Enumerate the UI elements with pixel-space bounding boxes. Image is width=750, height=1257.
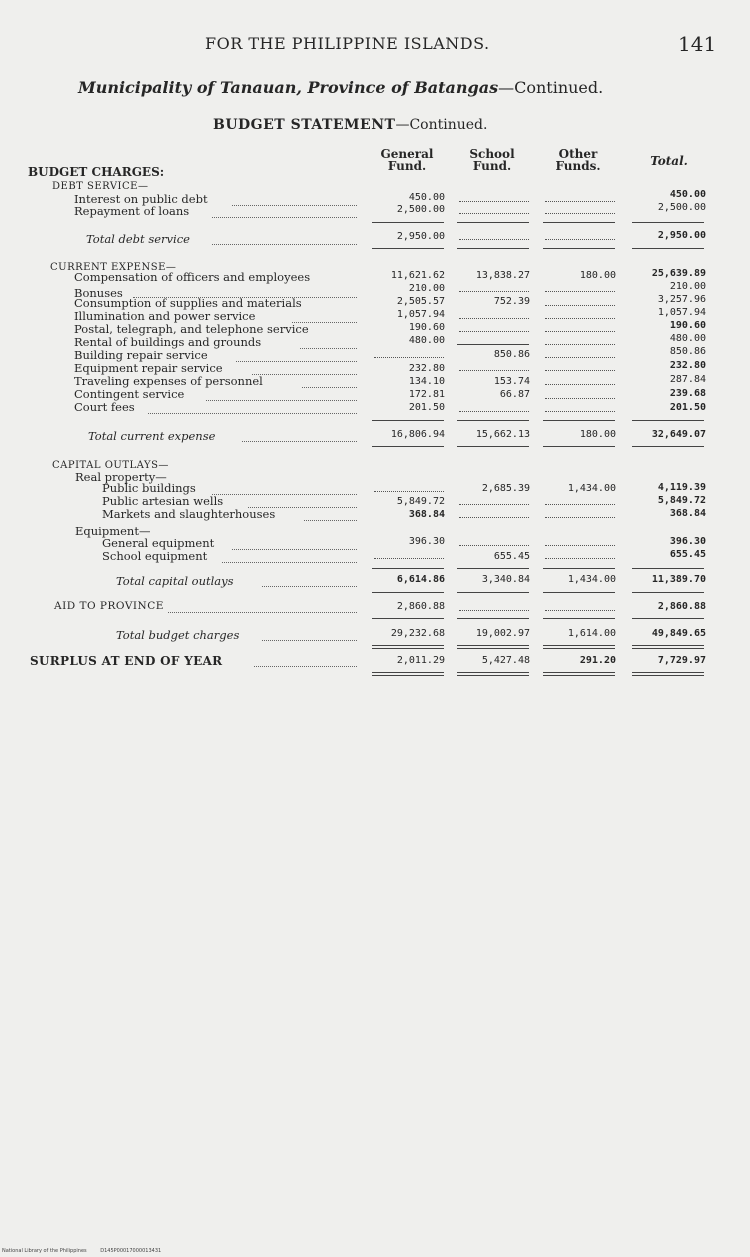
column-double-rule [457, 672, 529, 676]
cell-total: 2,500.00 [657, 202, 706, 213]
empty-cell-dash [459, 331, 529, 332]
cell-total: 7,729.97 [657, 655, 706, 666]
cell-total: 2,950.00 [657, 230, 706, 241]
row-label-artesian-wells: Public artesian wells [102, 494, 224, 508]
empty-cell-dash [459, 517, 529, 518]
column-rule [543, 618, 615, 619]
cell-total: 3,257.96 [657, 294, 706, 305]
cell-school: 13,838.27 [475, 270, 530, 281]
row-label-consumption: Consumption of supplies and materials [74, 296, 302, 310]
row-label-surplus: SURPLUS AT END OF YEAR [30, 654, 223, 668]
row-label-court-fees: Court fees [74, 400, 135, 414]
column-header-school-line1: School [469, 147, 515, 161]
empty-cell-dash [545, 370, 615, 371]
cell-total: 396.30 [669, 536, 706, 547]
cell-general: 2,950.00 [396, 231, 445, 242]
column-rule [457, 222, 529, 223]
cell-general: 2,500.00 [396, 204, 445, 215]
cell-total: 368.84 [669, 508, 706, 519]
column-rule [632, 592, 704, 593]
leader-dots [232, 205, 357, 206]
row-label-contingent: Contingent service [74, 387, 185, 401]
column-header-school-line2: Fund. [472, 159, 512, 173]
empty-cell-dash [545, 558, 615, 559]
cell-total: 480.00 [669, 333, 706, 344]
column-double-rule [372, 672, 444, 676]
empty-cell-dash [545, 398, 615, 399]
cell-general: 201.50 [408, 402, 445, 413]
cell-general: 210.00 [408, 283, 445, 294]
cell-total: 287.84 [669, 374, 706, 385]
cell-total: 1,057.94 [657, 307, 706, 318]
page-header [0, 34, 750, 58]
cell-total: 32,649.07 [651, 429, 706, 440]
cell-total: 232.80 [669, 360, 706, 371]
column-rule [632, 222, 704, 223]
column-rule [372, 568, 444, 569]
leader-dots [300, 348, 357, 349]
column-rule [543, 248, 615, 249]
cell-total: 25,639.89 [651, 268, 706, 279]
row-label-building-repair: Building repair service [74, 348, 208, 362]
section-real-property: Real property— [75, 470, 167, 484]
cell-other: 180.00 [579, 270, 616, 281]
cell-total: 450.00 [669, 189, 706, 200]
section-debt-service: DEBT SERVICE— [52, 181, 149, 192]
column-double-rule [372, 645, 444, 649]
empty-cell-dash [374, 357, 444, 358]
row-label-traveling: Traveling expenses of personnel [74, 374, 263, 388]
cell-general: 368.84 [408, 509, 445, 520]
cell-total: 201.50 [669, 402, 706, 413]
cell-general: 232.80 [408, 363, 445, 374]
empty-cell-dash [545, 201, 615, 202]
column-rule [632, 568, 704, 569]
empty-cell-dash [459, 239, 529, 240]
cell-school: 5,427.48 [481, 655, 530, 666]
leader-dots [242, 441, 357, 442]
scan-footer [2, 1248, 173, 1254]
empty-cell-dash [545, 517, 615, 518]
empty-cell-dash [545, 384, 615, 385]
row-label-school-equipment: School equipment [102, 549, 208, 563]
subtitle-continued: —Continued. [498, 78, 604, 97]
subtitle [78, 78, 603, 97]
leader-dots [148, 413, 357, 414]
row-label-total-debt: Total debt service [86, 232, 190, 246]
column-header-total: Total. [650, 154, 688, 168]
empty-cell-dash [545, 504, 615, 505]
cell-general: 2,505.57 [396, 296, 445, 307]
row-label-compensation: Compensation of officers and employees [74, 270, 311, 284]
cell-general: 2,011.29 [396, 655, 445, 666]
row-label-total-budget: Total budget charges [116, 628, 240, 642]
section-capital-outlays: CAPITAL OUTLAYS— [52, 460, 169, 471]
empty-cell-dash [545, 411, 615, 412]
cell-total: 2,860.88 [657, 601, 706, 612]
cell-general: 1,057.94 [396, 309, 445, 320]
empty-cell-dash [374, 491, 444, 492]
column-rule [543, 446, 615, 447]
empty-cell-dash [459, 610, 529, 611]
leader-dots [168, 612, 357, 613]
column-rule [457, 248, 529, 249]
cell-general: 480.00 [408, 335, 445, 346]
empty-cell-dash [459, 411, 529, 412]
empty-cell-dash [459, 318, 529, 319]
column-rule [457, 420, 529, 421]
column-rule [543, 222, 615, 223]
column-double-rule [632, 645, 704, 649]
cell-general: 5,849.72 [396, 496, 445, 507]
statement-title-text: BUDGET STATEMENT [213, 117, 396, 133]
cell-school: 655.45 [493, 551, 530, 562]
cell-general: 11,621.62 [390, 270, 445, 281]
empty-cell-dash [545, 291, 615, 292]
leader-dots [222, 562, 357, 563]
row-label-public-buildings: Public buildings [102, 481, 196, 495]
column-rule [457, 568, 529, 569]
row-label-total-capital: Total capital outlays [116, 574, 234, 588]
cell-school: 752.39 [493, 296, 530, 307]
column-rule [632, 446, 704, 447]
cell-general: 29,232.68 [390, 628, 445, 639]
column-double-rule [632, 672, 704, 676]
leader-dots [254, 666, 357, 667]
cell-general: 190.60 [408, 322, 445, 333]
column-rule [543, 592, 615, 593]
empty-cell-dash [545, 213, 615, 214]
cell-school: 153.74 [493, 376, 530, 387]
cell-general: 396.30 [408, 536, 445, 547]
leader-dots [212, 494, 357, 495]
cell-total: 5,849.72 [657, 495, 706, 506]
column-rule [457, 446, 529, 447]
cell-school: 3,340.84 [481, 574, 530, 585]
column-header-general-line1: General [380, 147, 434, 161]
leader-dots [302, 387, 357, 388]
cell-general: 172.81 [408, 389, 445, 400]
cell-school: 19,002.97 [475, 628, 530, 639]
cell-other: 1,434.00 [567, 574, 616, 585]
leader-dots [232, 549, 357, 550]
column-rule [543, 420, 615, 421]
cell-school: 66.87 [499, 389, 530, 400]
leader-dots [212, 217, 357, 218]
row-label-equipment-repair: Equipment repair service [74, 361, 223, 375]
section-budget-charges: BUDGET CHARGES: [28, 165, 165, 179]
cell-school: 2,685.39 [481, 483, 530, 494]
footer-library: National Library of the Philippines [2, 1248, 87, 1254]
column-rule [457, 618, 529, 619]
leader-dots [304, 520, 357, 521]
row-label-aid-province: AID TO PROVINCE [54, 600, 164, 612]
column-rule [372, 420, 444, 421]
section-current-expense: CURRENT EXPENSE— [50, 262, 177, 273]
leader-dots [236, 361, 357, 362]
column-rule [632, 248, 704, 249]
column-header-other-line2: Funds. [555, 159, 601, 173]
statement-continued: —Continued. [395, 117, 488, 133]
cell-general: 134.10 [408, 376, 445, 387]
empty-cell-dash [545, 545, 615, 546]
leader-dots [262, 640, 357, 641]
row-label-postal: Postal, telegraph, and telephone service [74, 322, 309, 336]
row-label-illumination: Illumination and power service [74, 309, 256, 323]
column-rule [632, 420, 704, 421]
leader-dots [262, 586, 357, 587]
column-header-school [457, 148, 527, 172]
leader-dots [212, 244, 357, 245]
column-rule [457, 592, 529, 593]
empty-cell-dash [545, 239, 615, 240]
cell-general: 16,806.94 [390, 429, 445, 440]
column-double-rule [543, 672, 615, 676]
cell-total: 210.00 [669, 281, 706, 292]
empty-cell-dash [459, 291, 529, 292]
subtitle-municipality: Municipality of Tanauan, Province of Batangas [78, 78, 499, 97]
row-label-repayment: Repayment of loans [74, 204, 190, 218]
cell-general: 450.00 [408, 192, 445, 203]
row-label-interest: Interest on public debt [74, 192, 208, 206]
column-rule [372, 618, 444, 619]
cell-total: 850.86 [669, 346, 706, 357]
column-rule [457, 344, 529, 345]
column-header-other-line1: Other [558, 147, 598, 161]
row-label-bonuses: Bonuses [74, 286, 123, 300]
cell-total: 49,849.65 [651, 628, 706, 639]
cell-school: 850.86 [493, 349, 530, 360]
cell-total: 190.60 [669, 320, 706, 331]
empty-cell-dash [545, 318, 615, 319]
empty-cell-dash [545, 305, 615, 306]
row-label-total-current: Total current expense [88, 429, 216, 443]
empty-cell-dash [545, 344, 615, 345]
cell-total: 11,389.70 [651, 574, 706, 585]
column-rule [632, 618, 704, 619]
column-double-rule [543, 645, 615, 649]
footer-code: D145P00017000013431 [100, 1248, 162, 1254]
cell-total: 239.68 [669, 388, 706, 399]
column-rule [372, 248, 444, 249]
empty-cell-dash [545, 357, 615, 358]
column-header-other [543, 148, 613, 172]
column-rule [543, 568, 615, 569]
cell-other: 180.00 [579, 429, 616, 440]
row-label-general-equipment: General equipment [102, 536, 215, 550]
row-label-rental: Rental of buildings and grounds [74, 335, 262, 349]
empty-cell-dash [459, 213, 529, 214]
empty-cell-dash [459, 545, 529, 546]
empty-cell-dash [459, 201, 529, 202]
empty-cell-dash [545, 331, 615, 332]
cell-general: 6,614.86 [396, 574, 445, 585]
cell-total: 655.45 [669, 549, 706, 560]
empty-cell-dash [545, 610, 615, 611]
column-rule [372, 592, 444, 593]
leader-dots [206, 400, 357, 401]
column-rule [372, 222, 444, 223]
cell-school: 15,662.13 [475, 429, 530, 440]
column-double-rule [457, 645, 529, 649]
section-equipment: Equipment— [75, 524, 151, 538]
cell-other: 291.20 [579, 655, 616, 666]
column-header-general-line2: Fund. [387, 159, 427, 173]
statement-title [213, 117, 487, 133]
page-number: 141 [678, 32, 717, 56]
cell-total: 4,119.39 [657, 482, 706, 493]
leader-dots [252, 374, 357, 375]
cell-other: 1,434.00 [567, 483, 616, 494]
empty-cell-dash [459, 370, 529, 371]
cell-other: 1,614.00 [567, 628, 616, 639]
column-header-general [372, 148, 442, 172]
row-label-markets: Markets and slaughterhouses [102, 507, 276, 521]
cell-general: 2,860.88 [396, 601, 445, 612]
empty-cell-dash [374, 558, 444, 559]
running-title: FOR THE PHILIPPINE ISLANDS. [205, 34, 490, 53]
empty-cell-dash [459, 504, 529, 505]
column-rule [372, 446, 444, 447]
